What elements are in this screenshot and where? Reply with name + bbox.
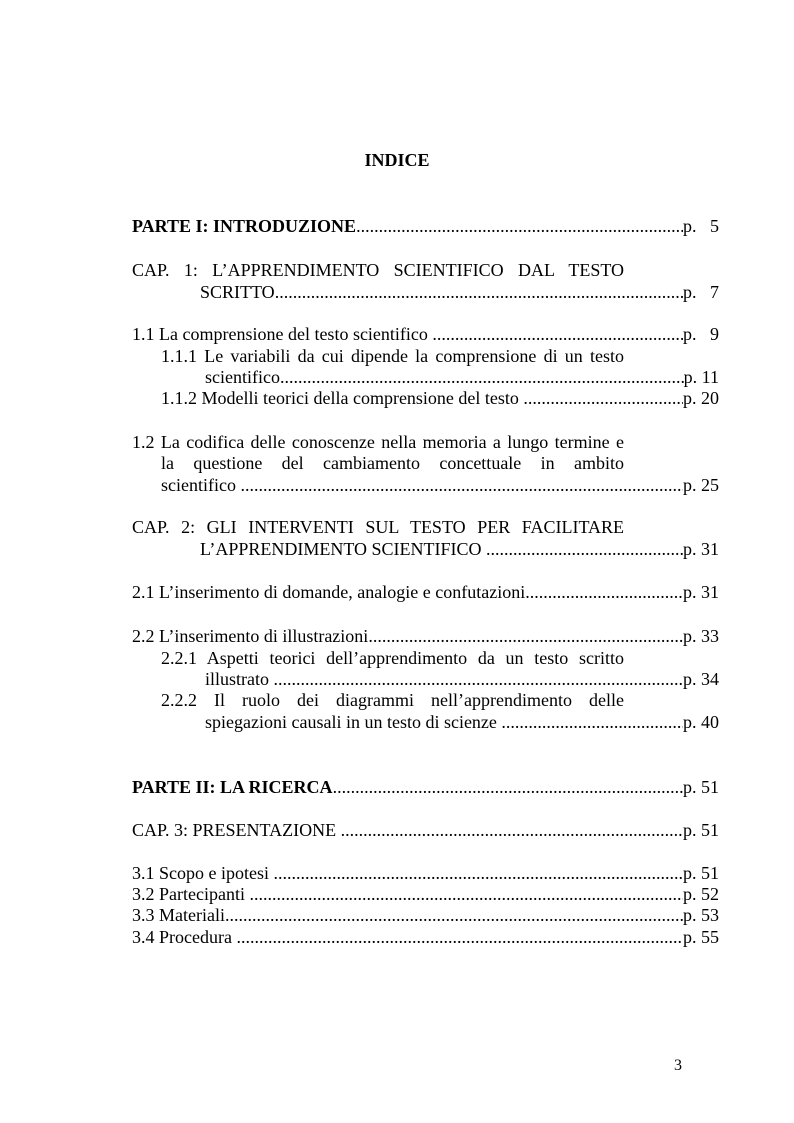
toc-entry-2-2-2[interactable] (205, 711, 719, 733)
toc-entry-page: p. 55 (683, 927, 719, 947)
toc-entry-cap-2[interactable] (200, 538, 719, 560)
toc-entry-parte-1[interactable] (132, 215, 719, 237)
toc-entry-page: p. 25 (683, 475, 719, 495)
toc-title: INDICE (364, 150, 430, 170)
toc-entry-label: spiegazioni causali in un testo di scienze (205, 712, 502, 732)
toc-entry-label: 3.1 Scopo e ipotesi (132, 863, 274, 883)
toc-entry-1-2-line2[interactable]: la questione del cambiamento concettuale in ambito (161, 453, 624, 473)
toc-entry-page: p. 51 (683, 863, 719, 883)
toc-entry-page: p. 20 (683, 388, 719, 408)
leader-dots (274, 862, 684, 884)
toc-entry-page: p. 53 (683, 905, 719, 925)
toc-entry-label: 1.1 La comprensione del testo scientifico (132, 324, 433, 344)
toc-entry-3-3[interactable] (132, 904, 719, 926)
toc-entry-3-4[interactable] (132, 926, 719, 948)
leader-dots (356, 215, 683, 237)
toc-entry-cap-1-line1[interactable]: CAP. 1: L’APPRENDIMENTO SCIENTIFICO DAL TESTO (132, 260, 624, 280)
toc-entry-parte-2[interactable] (132, 776, 719, 798)
leader-dots (432, 323, 683, 345)
toc-entry-label: 2.1 L’inserimento di domande, analogie e confutazioni (132, 582, 526, 602)
toc-entry-1-1[interactable] (132, 323, 719, 345)
toc-entry-label: scientifico (161, 475, 241, 495)
leader-dots (274, 668, 684, 690)
toc-entry-page: p. 33 (683, 626, 719, 646)
leader-dots (280, 366, 684, 388)
toc-entry-page: p. 7 (683, 282, 719, 302)
leader-dots (236, 926, 683, 948)
toc-entry-page: p. 31 (683, 539, 719, 559)
leader-dots (525, 581, 683, 603)
toc-entry-label: 3.4 Procedura (132, 927, 237, 947)
toc-entry-page: p. 51 (683, 777, 719, 797)
toc-entry-page: p. 52 (683, 884, 719, 904)
leader-dots (275, 281, 683, 303)
leader-dots (333, 776, 683, 798)
toc-entry-label: CAP. 3: PRESENTAZIONE (132, 820, 341, 840)
toc-entry-page: p. 11 (683, 367, 719, 387)
toc-entry-label: 3.3 Materiali (132, 905, 225, 925)
toc-entry-label: 3.2 Partecipanti (132, 884, 250, 904)
toc-entry-1-1-1-line1[interactable]: 1.1.1 Le variabili da cui dipende la comprensione di un testo (161, 346, 624, 366)
leader-dots (225, 904, 683, 926)
toc-entry-3-1[interactable] (132, 862, 719, 884)
leader-dots (486, 538, 683, 560)
toc-entry-1-2-line1[interactable]: 1.2 La codifica delle conoscenze nella memoria a lungo termine e (132, 432, 624, 452)
leader-dots (523, 387, 683, 409)
toc-entry-cap-2-line1[interactable]: CAP. 2: GLI INTERVENTI SUL TESTO PER FACILITARE (132, 517, 624, 537)
toc-entry-label: illustrato (205, 669, 274, 689)
toc-entry-page: p. 40 (683, 712, 719, 732)
page-number: 3 (674, 1057, 682, 1074)
leader-dots (368, 625, 683, 647)
toc-entry-page: p. 5 (683, 216, 719, 236)
toc-entry-label: 1.1.2 Modelli teorici della comprensione del testo (161, 388, 524, 408)
leader-dots (240, 474, 683, 496)
toc-entry-page: p. 9 (683, 324, 719, 344)
toc-entry-label: L’APPRENDIMENTO SCIENTIFICO (200, 539, 487, 559)
toc-entry-label: SCRITTO (200, 282, 275, 302)
toc-entry-page: p. 31 (683, 582, 719, 602)
toc-entry-cap-3[interactable] (132, 819, 719, 841)
toc-entry-2-1[interactable] (132, 581, 719, 603)
toc-entry-2-2-2-line1[interactable]: 2.2.2 Il ruolo dei diagrammi nell’apprendimento delle (161, 690, 624, 710)
toc-entry-label: 2.2 L’inserimento di illustrazioni (132, 626, 369, 646)
leader-dots (341, 819, 683, 841)
toc-entry-1-2[interactable] (161, 474, 719, 496)
toc-entry-1-1-1[interactable] (205, 366, 719, 388)
toc-entry-label: PARTE II: LA RICERCA (132, 777, 333, 797)
toc-entry-2-2[interactable] (132, 625, 719, 647)
leader-dots (501, 711, 683, 733)
toc-entry-2-2-1[interactable] (205, 668, 719, 690)
toc-entry-label: scientifico (205, 367, 280, 387)
toc-entry-cap-1[interactable] (200, 281, 719, 303)
toc-entry-page: p. 34 (683, 669, 719, 689)
toc-entry-2-2-1-line1[interactable]: 2.2.1 Aspetti teorici dell’apprendimento da un testo scritto (161, 648, 624, 668)
toc-entry-page: p. 51 (683, 820, 719, 840)
toc-entry-1-1-2[interactable] (161, 387, 719, 409)
toc-entry-label: PARTE I: INTRODUZIONE (132, 216, 357, 236)
leader-dots (249, 883, 683, 905)
toc-entry-3-2[interactable] (132, 883, 719, 905)
